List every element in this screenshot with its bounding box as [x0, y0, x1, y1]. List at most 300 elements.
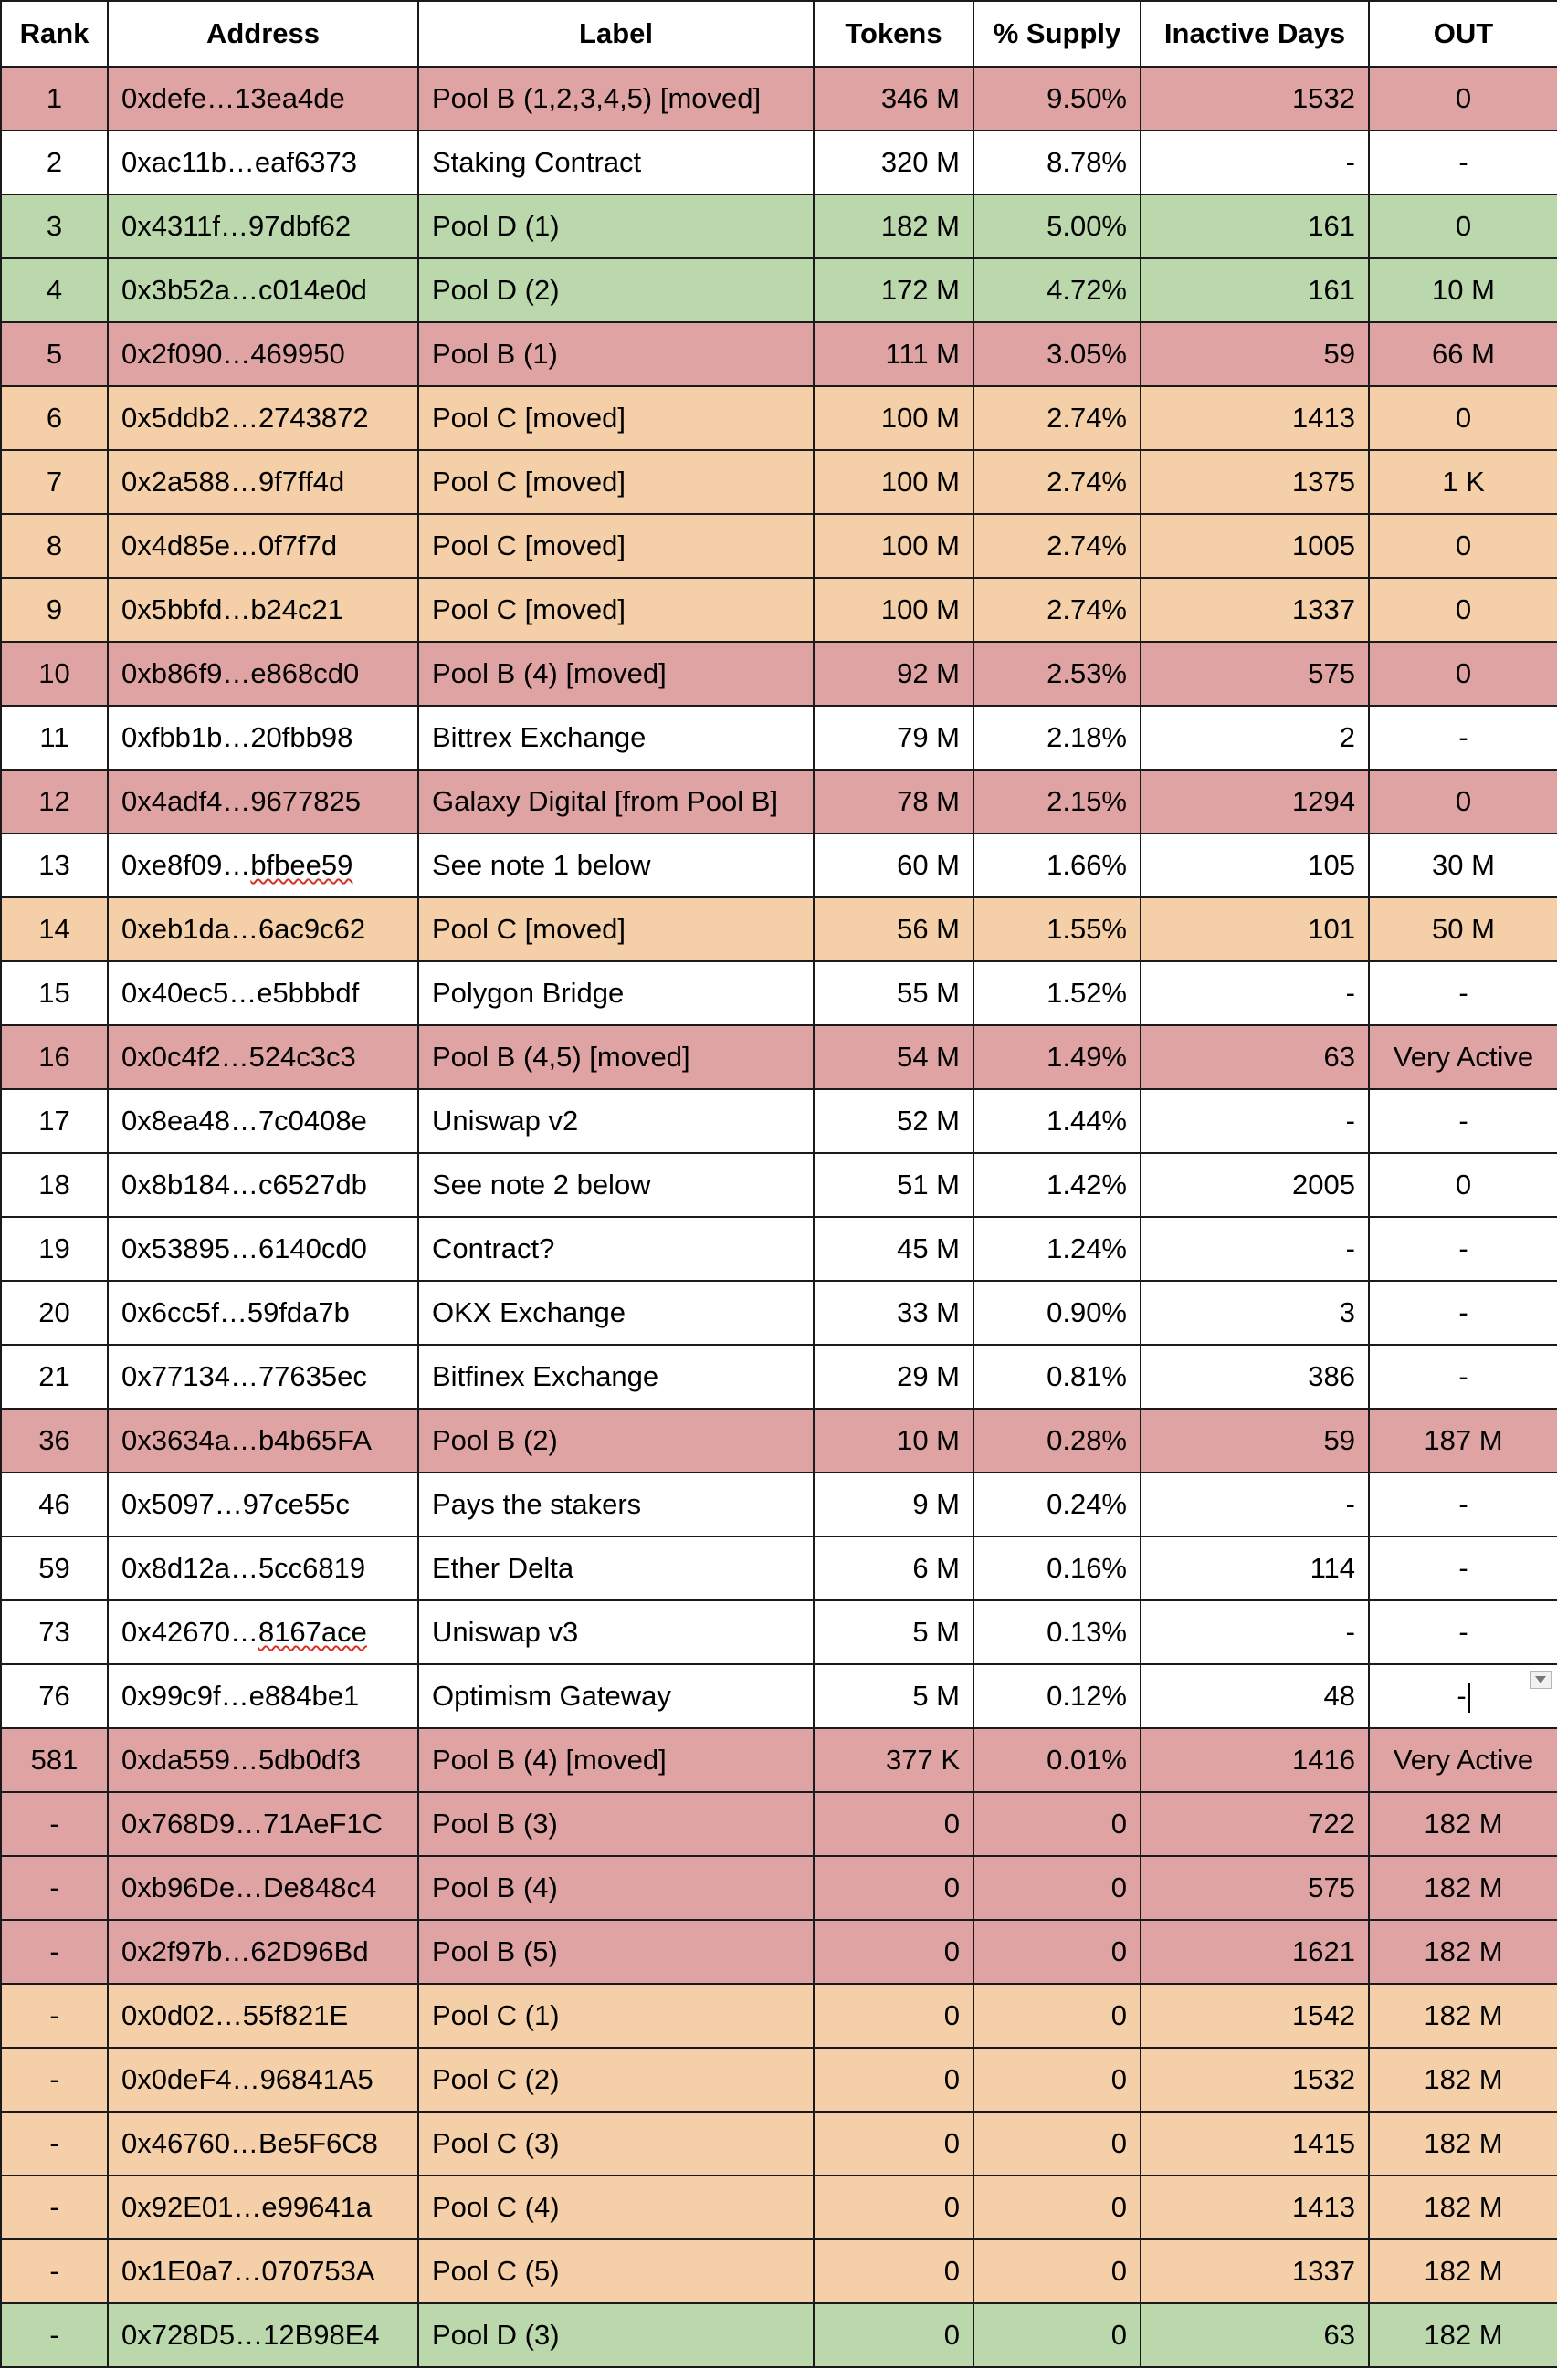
table-row	[1, 1089, 1557, 1153]
cell-label[interactable]: Pool C (3)	[418, 2112, 814, 2176]
cell-rank[interactable]: 20	[1, 1281, 108, 1345]
cell-address[interactable]: 0x3b52a…c014e0d	[108, 258, 418, 322]
cell-inactive-days[interactable]: 1375	[1141, 450, 1369, 514]
cell-out[interactable]: 10 M	[1369, 258, 1557, 322]
cell-rank[interactable]: -	[1, 1984, 108, 2048]
cell-rank[interactable]: -	[1, 1920, 108, 1984]
cell-address[interactable]: 0x40ec5…e5bbbdf	[108, 961, 418, 1025]
cell-inactive-days[interactable]: 1621	[1141, 1920, 1369, 1984]
cell-address[interactable]: 0x4d85e…0f7f7d	[108, 514, 418, 578]
cell-label[interactable]: Contract?	[418, 1217, 814, 1281]
cell-inactive-days[interactable]: 101	[1141, 897, 1369, 961]
cell-out[interactable]	[1369, 1664, 1557, 1728]
cell-label[interactable]: Ether Delta	[418, 1536, 814, 1600]
cell-out[interactable]: -	[1369, 706, 1557, 770]
cell-tokens[interactable]: 0	[814, 2048, 973, 2112]
cell-address[interactable]: 0x768D9…71AeF1C	[108, 1792, 418, 1856]
cell-tokens[interactable]: 172 M	[814, 258, 973, 322]
cell-address[interactable]: 0x4311f…97dbf62	[108, 194, 418, 258]
cell-out[interactable]: -	[1369, 961, 1557, 1025]
cell-label[interactable]: Pool C [moved]	[418, 578, 814, 642]
cell-address[interactable]: 0x46760…Be5F6C8	[108, 2112, 418, 2176]
cell-out[interactable]: -	[1369, 1600, 1557, 1664]
cell-rank[interactable]: 1	[1, 67, 108, 131]
cell-label[interactable]: Pool B (3)	[418, 1792, 814, 1856]
cell-rank[interactable]: -	[1, 2303, 108, 2367]
cell-tokens[interactable]: 29 M	[814, 1345, 973, 1409]
cell-tokens[interactable]: 45 M	[814, 1217, 973, 1281]
cell-tokens[interactable]: 92 M	[814, 642, 973, 706]
cell-address[interactable]: 0x8ea48…7c0408e	[108, 1089, 418, 1153]
cell-rank[interactable]: 11	[1, 706, 108, 770]
cell-supply[interactable]: 0	[973, 1920, 1141, 1984]
cell-out[interactable]: 182 M	[1369, 1984, 1557, 2048]
cell-label[interactable]: Uniswap v3	[418, 1600, 814, 1664]
cell-inactive-days[interactable]: 386	[1141, 1345, 1369, 1409]
table-row	[1, 2303, 1557, 2367]
cell-rank[interactable]: -	[1, 1792, 108, 1856]
cell-rank[interactable]: 17	[1, 1089, 108, 1153]
cell-rank[interactable]: -	[1, 2176, 108, 2239]
cell-address[interactable]: 0xac11b…eaf6373	[108, 131, 418, 194]
cell-label[interactable]: Pool C [moved]	[418, 897, 814, 961]
spellcheck-segment: 8167ace	[258, 1616, 367, 1648]
cell-address[interactable]: 0x0deF4…96841A5	[108, 2048, 418, 2112]
cell-rank[interactable]: 13	[1, 834, 108, 897]
cell-out[interactable]: 182 M	[1369, 2112, 1557, 2176]
cell-tokens[interactable]: 100 M	[814, 514, 973, 578]
cell-supply[interactable]: 0.12%	[973, 1664, 1141, 1728]
cell-label[interactable]: Pool C (5)	[418, 2239, 814, 2303]
cell-out[interactable]: -	[1369, 1345, 1557, 1409]
cell-rank[interactable]: 19	[1, 1217, 108, 1281]
cell-rank[interactable]: 59	[1, 1536, 108, 1600]
table-row	[1, 2176, 1557, 2239]
cell-out[interactable]: Very Active	[1369, 1728, 1557, 1792]
cell-inactive-days[interactable]: 1337	[1141, 2239, 1369, 2303]
cell-tokens[interactable]: 6 M	[814, 1536, 973, 1600]
cell-supply[interactable]: 2.53%	[973, 642, 1141, 706]
header-address[interactable]: Address	[108, 1, 418, 67]
cell-out[interactable]: -	[1369, 131, 1557, 194]
cell-address[interactable]	[108, 834, 418, 897]
cell-supply[interactable]: 1.49%	[973, 1025, 1141, 1089]
cell-tokens[interactable]: 56 M	[814, 897, 973, 961]
cell-supply[interactable]: 1.44%	[973, 1089, 1141, 1153]
cell-inactive-days[interactable]: -	[1141, 131, 1369, 194]
cell-address[interactable]: 0x0d02…55f821E	[108, 1984, 418, 2048]
cell-out[interactable]: 0	[1369, 642, 1557, 706]
cell-out[interactable]: 0	[1369, 514, 1557, 578]
table-row	[1, 1664, 1557, 1728]
table-row	[1, 194, 1557, 258]
cell-label[interactable]: Pool C [moved]	[418, 450, 814, 514]
cell-inactive-days[interactable]: -	[1141, 961, 1369, 1025]
cell-rank[interactable]: -	[1, 2112, 108, 2176]
cell-out[interactable]: -	[1369, 1281, 1557, 1345]
cell-rank[interactable]: 12	[1, 770, 108, 834]
cell-inactive-days[interactable]: 63	[1141, 2303, 1369, 2367]
cell-tokens[interactable]: 0	[814, 1984, 973, 2048]
cell-out[interactable]: 0	[1369, 386, 1557, 450]
table-row	[1, 1920, 1557, 1984]
cell-tokens[interactable]: 52 M	[814, 1089, 973, 1153]
cell-address[interactable]: 0x6cc5f…59fda7b	[108, 1281, 418, 1345]
cell-address[interactable]: 0x1E0a7…070753A	[108, 2239, 418, 2303]
dropdown-arrow-icon[interactable]	[1530, 1671, 1552, 1689]
cell-label[interactable]: See note 1 below	[418, 834, 814, 897]
cell-inactive-days[interactable]: 1337	[1141, 578, 1369, 642]
cell-out[interactable]: 182 M	[1369, 1920, 1557, 1984]
cell-out[interactable]: -	[1369, 1536, 1557, 1600]
cell-rank[interactable]: -	[1, 2048, 108, 2112]
cell-tokens[interactable]: 0	[814, 2112, 973, 2176]
cell-rank[interactable]: 21	[1, 1345, 108, 1409]
cell-rank[interactable]: -	[1, 1856, 108, 1920]
cell-rank[interactable]: 36	[1, 1409, 108, 1473]
table-row	[1, 1409, 1557, 1473]
cell-label[interactable]: Pool C (2)	[418, 2048, 814, 2112]
cell-tokens[interactable]: 60 M	[814, 834, 973, 897]
cell-tokens[interactable]: 9 M	[814, 1473, 973, 1536]
cell-tokens[interactable]: 78 M	[814, 770, 973, 834]
table-row	[1, 1473, 1557, 1536]
cell-out[interactable]: 0	[1369, 1153, 1557, 1217]
cell-label[interactable]: Pool B (5)	[418, 1920, 814, 1984]
cell-inactive-days[interactable]: 1532	[1141, 2048, 1369, 2112]
cell-rank[interactable]: 46	[1, 1473, 108, 1536]
cell-inactive-days[interactable]: 161	[1141, 194, 1369, 258]
table-row	[1, 1984, 1557, 2048]
cell-out[interactable]: 1 K	[1369, 450, 1557, 514]
cell-tokens[interactable]: 10 M	[814, 1409, 973, 1473]
cell-label[interactable]: Bitfinex Exchange	[418, 1345, 814, 1409]
cell-rank[interactable]: 3	[1, 194, 108, 258]
cell-label[interactable]: OKX Exchange	[418, 1281, 814, 1345]
header-tokens[interactable]: Tokens	[814, 1, 973, 67]
cell-supply[interactable]: 0.24%	[973, 1473, 1141, 1536]
cell-label[interactable]: Pool D (3)	[418, 2303, 814, 2367]
cell-supply[interactable]: 0	[973, 1856, 1141, 1920]
out-text: -	[1457, 1680, 1467, 1712]
cell-tokens[interactable]: 320 M	[814, 131, 973, 194]
cell-supply[interactable]: 0	[973, 2112, 1141, 2176]
cell-tokens[interactable]: 0	[814, 2176, 973, 2239]
header-label[interactable]: Label	[418, 1, 814, 67]
cell-address[interactable]: 0x5bbfd…b24c21	[108, 578, 418, 642]
cell-inactive-days[interactable]: 2005	[1141, 1153, 1369, 1217]
cell-tokens[interactable]: 182 M	[814, 194, 973, 258]
cell-supply[interactable]: 0.13%	[973, 1600, 1141, 1664]
cell-label[interactable]: Bittrex Exchange	[418, 706, 814, 770]
cell-out[interactable]: 0	[1369, 194, 1557, 258]
table-row	[1, 450, 1557, 514]
cell-out[interactable]: 182 M	[1369, 2303, 1557, 2367]
cell-inactive-days[interactable]: 1005	[1141, 514, 1369, 578]
table-row	[1, 1728, 1557, 1792]
cell-supply[interactable]: 2.74%	[973, 514, 1141, 578]
cell-tokens[interactable]: 346 M	[814, 67, 973, 131]
cell-supply[interactable]: 0.81%	[973, 1345, 1141, 1409]
table-body	[1, 67, 1557, 2367]
table-row	[1, 514, 1557, 578]
table-row	[1, 834, 1557, 897]
cell-out[interactable]: Very Active	[1369, 1025, 1557, 1089]
cell-inactive-days[interactable]: 114	[1141, 1536, 1369, 1600]
cell-inactive-days[interactable]: 1413	[1141, 386, 1369, 450]
cell-tokens[interactable]: 33 M	[814, 1281, 973, 1345]
cell-label[interactable]: Staking Contract	[418, 131, 814, 194]
cell-inactive-days[interactable]: 105	[1141, 834, 1369, 897]
cell-rank[interactable]: 7	[1, 450, 108, 514]
cell-supply[interactable]: 2.18%	[973, 706, 1141, 770]
header-inactive-days[interactable]: Inactive Days	[1141, 1, 1369, 67]
header-supply[interactable]: % Supply	[973, 1, 1141, 67]
table-row	[1, 2239, 1557, 2303]
cell-out[interactable]: 182 M	[1369, 1792, 1557, 1856]
cell-out[interactable]: 0	[1369, 67, 1557, 131]
cell-address[interactable]: 0x728D5…12B98E4	[108, 2303, 418, 2367]
cell-rank[interactable]: 5	[1, 322, 108, 386]
table-row	[1, 2112, 1557, 2176]
cell-supply[interactable]: 0	[973, 2176, 1141, 2239]
cell-rank[interactable]: 16	[1, 1025, 108, 1089]
cell-out[interactable]: 0	[1369, 770, 1557, 834]
cell-out[interactable]: 30 M	[1369, 834, 1557, 897]
cell-supply[interactable]: 9.50%	[973, 67, 1141, 131]
table-row	[1, 1025, 1557, 1089]
cell-tokens[interactable]: 377 K	[814, 1728, 973, 1792]
cell-address[interactable]: 0x4adf4…9677825	[108, 770, 418, 834]
cell-inactive-days[interactable]: 575	[1141, 1856, 1369, 1920]
cell-inactive-days[interactable]: 1416	[1141, 1728, 1369, 1792]
cell-supply[interactable]: 3.05%	[973, 322, 1141, 386]
cell-inactive-days[interactable]: 161	[1141, 258, 1369, 322]
cell-inactive-days[interactable]: 1542	[1141, 1984, 1369, 2048]
cell-label[interactable]: Pool B (4)	[418, 1856, 814, 1920]
cell-rank[interactable]: -	[1, 2239, 108, 2303]
cell-address[interactable]: 0x5097…97ce55c	[108, 1473, 418, 1536]
cell-inactive-days[interactable]: 2	[1141, 706, 1369, 770]
cell-tokens[interactable]: 79 M	[814, 706, 973, 770]
cell-address[interactable]: 0xda559…5db0df3	[108, 1728, 418, 1792]
cell-label[interactable]: Pool C [moved]	[418, 514, 814, 578]
cell-rank[interactable]: 14	[1, 897, 108, 961]
cell-address[interactable]: 0x5ddb2…2743872	[108, 386, 418, 450]
cell-inactive-days[interactable]: -	[1141, 1473, 1369, 1536]
cell-rank[interactable]: 8	[1, 514, 108, 578]
cell-supply[interactable]: 0.01%	[973, 1728, 1141, 1792]
table-row	[1, 706, 1557, 770]
cell-out[interactable]: -	[1369, 1089, 1557, 1153]
cell-rank[interactable]: 9	[1, 578, 108, 642]
cell-supply[interactable]: 1.66%	[973, 834, 1141, 897]
cell-tokens[interactable]: 100 M	[814, 450, 973, 514]
cell-supply[interactable]: 2.15%	[973, 770, 1141, 834]
table-row	[1, 1536, 1557, 1600]
cell-rank[interactable]: 2	[1, 131, 108, 194]
spellcheck-segment: bfbee59	[250, 849, 353, 881]
cell-address[interactable]: 0x0c4f2…524c3c3	[108, 1025, 418, 1089]
cell-supply[interactable]: 0	[973, 2048, 1141, 2112]
cell-inactive-days[interactable]: 1413	[1141, 2176, 1369, 2239]
cell-inactive-days[interactable]: 1294	[1141, 770, 1369, 834]
table-row	[1, 1345, 1557, 1409]
cell-supply[interactable]: 2.74%	[973, 386, 1141, 450]
cell-supply[interactable]: 1.24%	[973, 1217, 1141, 1281]
cell-supply[interactable]: 8.78%	[973, 131, 1141, 194]
cell-supply[interactable]: 0	[973, 2303, 1141, 2367]
cell-label[interactable]: Pool C [moved]	[418, 386, 814, 450]
cell-address[interactable]: 0xb96De…De848c4	[108, 1856, 418, 1920]
cell-label[interactable]: Pool D (1)	[418, 194, 814, 258]
cell-tokens[interactable]: 0	[814, 1920, 973, 1984]
cell-rank[interactable]: 6	[1, 386, 108, 450]
cell-label[interactable]: Pool B (2)	[418, 1409, 814, 1473]
cell-tokens[interactable]: 5 M	[814, 1600, 973, 1664]
cell-label[interactable]: Pool D (2)	[418, 258, 814, 322]
cell-inactive-days[interactable]: 575	[1141, 642, 1369, 706]
table-row	[1, 642, 1557, 706]
table-row	[1, 1600, 1557, 1664]
cell-address[interactable]: 0x2f97b…62D96Bd	[108, 1920, 418, 1984]
cell-address[interactable]: 0xeb1da…6ac9c62	[108, 897, 418, 961]
header-rank[interactable]: Rank	[1, 1, 108, 67]
cell-supply[interactable]: 4.72%	[973, 258, 1141, 322]
cell-inactive-days[interactable]: -	[1141, 1217, 1369, 1281]
cell-address[interactable]: 0xfbb1b…20fbb98	[108, 706, 418, 770]
cell-supply[interactable]: 1.52%	[973, 961, 1141, 1025]
cell-inactive-days[interactable]: 3	[1141, 1281, 1369, 1345]
table-row	[1, 961, 1557, 1025]
cell-tokens[interactable]: 55 M	[814, 961, 973, 1025]
cell-inactive-days[interactable]: 59	[1141, 1409, 1369, 1473]
text-cursor	[1468, 1683, 1470, 1713]
cell-address[interactable]: 0x3634a…b4b65FA	[108, 1409, 418, 1473]
cell-tokens[interactable]: 54 M	[814, 1025, 973, 1089]
cell-tokens[interactable]: 100 M	[814, 578, 973, 642]
cell-tokens[interactable]: 0	[814, 1792, 973, 1856]
cell-supply[interactable]: 0	[973, 2239, 1141, 2303]
cell-supply[interactable]: 5.00%	[973, 194, 1141, 258]
cell-address[interactable]: 0x92E01…e99641a	[108, 2176, 418, 2239]
cell-rank[interactable]: 15	[1, 961, 108, 1025]
address-text: 0x42670…8167ace	[121, 1616, 367, 1648]
cell-label[interactable]: Polygon Bridge	[418, 961, 814, 1025]
cell-tokens[interactable]: 0	[814, 2303, 973, 2367]
cell-label[interactable]: Optimism Gateway	[418, 1664, 814, 1728]
cell-out[interactable]: 182 M	[1369, 2176, 1557, 2239]
cell-address[interactable]: 0x99c9f…e884be1	[108, 1664, 418, 1728]
cell-out[interactable]: 66 M	[1369, 322, 1557, 386]
cell-inactive-days[interactable]: 48	[1141, 1664, 1369, 1728]
cell-label[interactable]: Pool B (1,2,3,4,5) [moved]	[418, 67, 814, 131]
cell-out[interactable]: -	[1369, 1473, 1557, 1536]
cell-inactive-days[interactable]: 722	[1141, 1792, 1369, 1856]
cell-rank[interactable]: 581	[1, 1728, 108, 1792]
cell-supply[interactable]: 1.55%	[973, 897, 1141, 961]
table-row	[1, 1217, 1557, 1281]
cell-label[interactable]: Pool C (1)	[418, 1984, 814, 2048]
cell-address[interactable]: 0x8d12a…5cc6819	[108, 1536, 418, 1600]
cell-inactive-days[interactable]: -	[1141, 1089, 1369, 1153]
cell-label[interactable]: Pool C (4)	[418, 2176, 814, 2239]
cell-supply[interactable]: 1.42%	[973, 1153, 1141, 1217]
cell-address[interactable]: 0x53895…6140cd0	[108, 1217, 418, 1281]
cell-rank[interactable]: 18	[1, 1153, 108, 1217]
cell-supply[interactable]: 2.74%	[973, 450, 1141, 514]
cell-out[interactable]: 182 M	[1369, 1856, 1557, 1920]
cell-rank[interactable]: 10	[1, 642, 108, 706]
table-row	[1, 131, 1557, 194]
cell-inactive-days[interactable]: 59	[1141, 322, 1369, 386]
cell-inactive-days[interactable]: 1415	[1141, 2112, 1369, 2176]
cell-address[interactable]: 0x2f090…469950	[108, 322, 418, 386]
cell-rank[interactable]: 76	[1, 1664, 108, 1728]
cell-address[interactable]	[108, 1600, 418, 1664]
cell-label[interactable]: Pool B (1)	[418, 322, 814, 386]
cell-label[interactable]: Pays the stakers	[418, 1473, 814, 1536]
cell-inactive-days[interactable]: 63	[1141, 1025, 1369, 1089]
cell-label[interactable]: Uniswap v2	[418, 1089, 814, 1153]
table-row	[1, 258, 1557, 322]
cell-supply[interactable]: 0	[973, 1984, 1141, 2048]
cell-tokens[interactable]: 0	[814, 1856, 973, 1920]
cell-label[interactable]: Galaxy Digital [from Pool B]	[418, 770, 814, 834]
cell-label[interactable]: Pool B (4) [moved]	[418, 1728, 814, 1792]
cell-out[interactable]: -	[1369, 1217, 1557, 1281]
header-out[interactable]: OUT	[1369, 1, 1557, 67]
cell-tokens[interactable]: 111 M	[814, 322, 973, 386]
table-row	[1, 67, 1557, 131]
cell-address[interactable]: 0xdefe…13ea4de	[108, 67, 418, 131]
cell-address[interactable]: 0xb86f9…e868cd0	[108, 642, 418, 706]
cell-supply[interactable]: 0.28%	[973, 1409, 1141, 1473]
cell-supply[interactable]: 0.90%	[973, 1281, 1141, 1345]
cell-supply[interactable]: 2.74%	[973, 578, 1141, 642]
cell-tokens[interactable]: 5 M	[814, 1664, 973, 1728]
header-row	[1, 1, 1557, 67]
cell-label[interactable]: See note 2 below	[418, 1153, 814, 1217]
cell-rank[interactable]: 4	[1, 258, 108, 322]
cell-inactive-days[interactable]: 1532	[1141, 67, 1369, 131]
cell-out[interactable]: 182 M	[1369, 2239, 1557, 2303]
cell-label[interactable]: Pool B (4) [moved]	[418, 642, 814, 706]
cell-out[interactable]: 182 M	[1369, 2048, 1557, 2112]
table-row	[1, 1153, 1557, 1217]
cell-supply[interactable]: 0.16%	[973, 1536, 1141, 1600]
cell-address[interactable]: 0x8b184…c6527db	[108, 1153, 418, 1217]
cell-out[interactable]: 50 M	[1369, 897, 1557, 961]
table-row	[1, 1856, 1557, 1920]
table-row	[1, 897, 1557, 961]
cell-rank[interactable]: 73	[1, 1600, 108, 1664]
cell-tokens[interactable]: 0	[814, 2239, 973, 2303]
cell-address[interactable]: 0x2a588…9f7ff4d	[108, 450, 418, 514]
table-row	[1, 578, 1557, 642]
table-row	[1, 2048, 1557, 2112]
table-row	[1, 386, 1557, 450]
table-row	[1, 1792, 1557, 1856]
cell-address[interactable]: 0x77134…77635ec	[108, 1345, 418, 1409]
cell-supply[interactable]: 0	[973, 1792, 1141, 1856]
cell-out[interactable]: 187 M	[1369, 1409, 1557, 1473]
cell-tokens[interactable]: 100 M	[814, 386, 973, 450]
cell-tokens[interactable]: 51 M	[814, 1153, 973, 1217]
cell-out[interactable]: 0	[1369, 578, 1557, 642]
cell-label[interactable]: Pool B (4,5) [moved]	[418, 1025, 814, 1089]
cell-inactive-days[interactable]: -	[1141, 1600, 1369, 1664]
